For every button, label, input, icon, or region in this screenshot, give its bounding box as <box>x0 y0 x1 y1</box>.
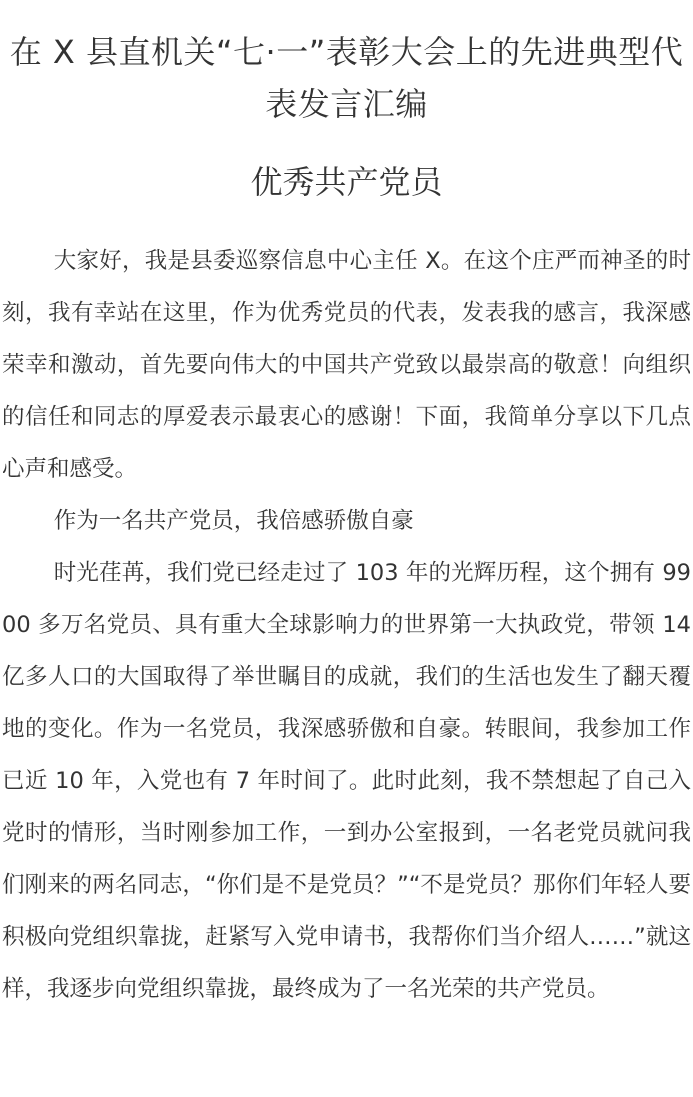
document-title: 在 X 县直机关“七·一”表彰大会上的先进典型代表发言汇编 <box>9 33 684 123</box>
paragraph-story: 时光荏苒，我们党已经走过了 103 年的光辉历程，这个拥有 9900 多万名党员、具有重大全球影响力的世界第一大执政党，带领 14 亿多人口的大国取得了举世瞩目的成就，我们的生活也发生了翻天覆地的变化。作为一名党员，我深感骄傲和自豪。转眼间，我参加工作已近 10 年，入党也有 7 年时间了。此时此刻，我不禁想起了自己入党时的情形，当时刚参加工作，一到办公室报到，一名老党员就问我们刚来的两名同志，“你们是不是党员？”“不是党员？那你们年轻人要积极向党组织靠拢，赶紧写入党申请书，我帮你们当介绍人……”就这样，我逐步向党组织靠拢，最终成为了一名光荣的共产党员。 <box>2 560 691 1002</box>
document-body <box>2 235 691 1015</box>
paragraph-heading: 作为一名共产党员，我倍感骄傲自豪 <box>53 508 414 534</box>
section-heading: 优秀共产党员 <box>250 163 443 201</box>
paragraph-intro: 大家好，我是县委巡察信息中心主任 X。在这个庄严而神圣的时刻，我有幸站在这里，作为优秀党员的代表，发表我的感言，我深感荣幸和激动，首先要向伟大的中国共产党致以最崇高的敬意！向组织的信任和同志的厚爱表示最衷心的感谢！下面，我简单分享以下几点心声和感受。 <box>2 248 691 482</box>
